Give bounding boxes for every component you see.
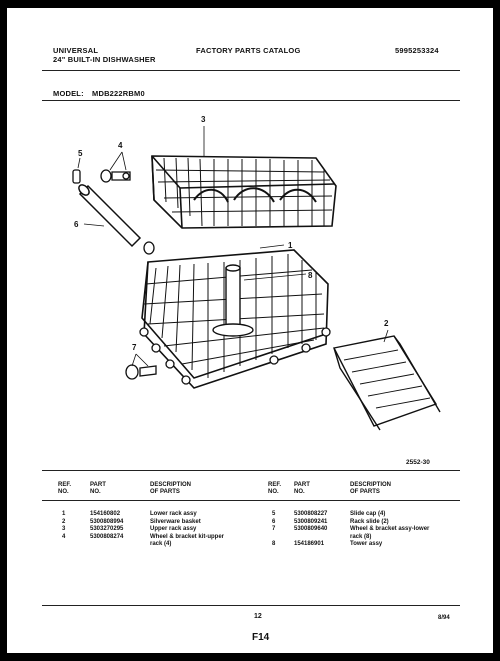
catalog-number: 5995253324 [395,46,439,55]
desc-cell: Upper rack assy [150,526,197,532]
lower-wheel-kit-drawing [126,365,156,379]
ref-cell: 5 [272,511,276,517]
callout-1: 1 [288,241,293,250]
ref-cell: 2 [62,518,66,525]
model-label: MODEL: [53,89,84,98]
desc-cell: Wheel & bracket kit-upper [150,533,225,540]
part-cell: 154186901 [294,541,325,547]
silverware-basket-drawing [334,336,440,430]
ref-cell: 3 [62,526,66,532]
table-row [0,541,480,549]
callout-4: 4 [118,141,123,150]
desc-cell: Slide cap (4) [350,511,386,517]
revision-date: 8/94 [438,615,450,621]
figure-number: 2552-30 [406,459,430,466]
col-ref-left: REF. NO. [58,482,72,495]
desc-cell: Tower assy [350,541,383,547]
col-desc-right: DESCRIPTION OF PARTS [350,482,392,495]
col-desc-left: DESCRIPTION OF PARTS [150,482,192,495]
desc-cell: rack (8) [350,533,372,540]
model-divider [42,100,460,101]
brand-title: UNIVERSAL [53,46,99,55]
callout-5: 5 [78,149,83,158]
callout-8: 8 [308,271,313,280]
part-cell: 5300809640 [294,526,328,532]
product-line: 24" BUILT-IN DISHWASHER [53,55,156,64]
desc-cell: Rack slide (2) [350,518,389,525]
page-number: 12 [254,613,262,620]
upper-wheel-kit-drawing [101,170,130,182]
col-part-right: PART NO. [294,482,310,495]
callout-2: 2 [384,319,389,328]
page-code: F14 [252,632,270,643]
rack-slide-drawing [77,183,140,246]
upper-rack-drawing [152,156,336,228]
table-row [0,511,480,519]
header-divider [42,70,460,71]
col-ref-right: REF. NO. [268,482,282,495]
part-cell: 5300808274 [90,533,124,540]
callout-6: 6 [74,220,79,229]
col-part-left: PART NO. [90,482,106,495]
desc-cell: Silverware basket [150,518,201,525]
part-cell: 5300809241 [294,518,328,525]
catalog-title: FACTORY PARTS CATALOG [196,46,301,55]
callout-3: 3 [201,115,206,124]
ref-cell: 8 [272,541,276,547]
ref-cell: 4 [62,533,66,540]
table-top-rule [42,470,460,471]
ref-cell: 7 [272,526,276,532]
table-row [0,526,480,534]
part-cell: 5300808227 [294,511,328,517]
ref-cell: 6 [272,518,276,525]
model-number: MDB222RBM0 [92,89,145,98]
part-cell: 5300808994 [90,518,124,525]
parts-table-right [0,511,480,549]
table-bottom-rule [42,605,460,606]
part-cell: 5303270295 [90,526,124,532]
desc-cell: Lower rack assy [150,511,197,517]
part-cell: 154160802 [90,511,121,517]
desc-cell: Wheel & bracket assy-lower [350,526,430,532]
table-header-rule [42,500,460,501]
ref-cell: 1 [62,511,66,517]
table-row [0,519,480,527]
desc-cell: rack (4) [150,541,172,547]
table-row [0,534,480,542]
callout-7: 7 [132,343,137,352]
exploded-parts-diagram [44,108,464,453]
